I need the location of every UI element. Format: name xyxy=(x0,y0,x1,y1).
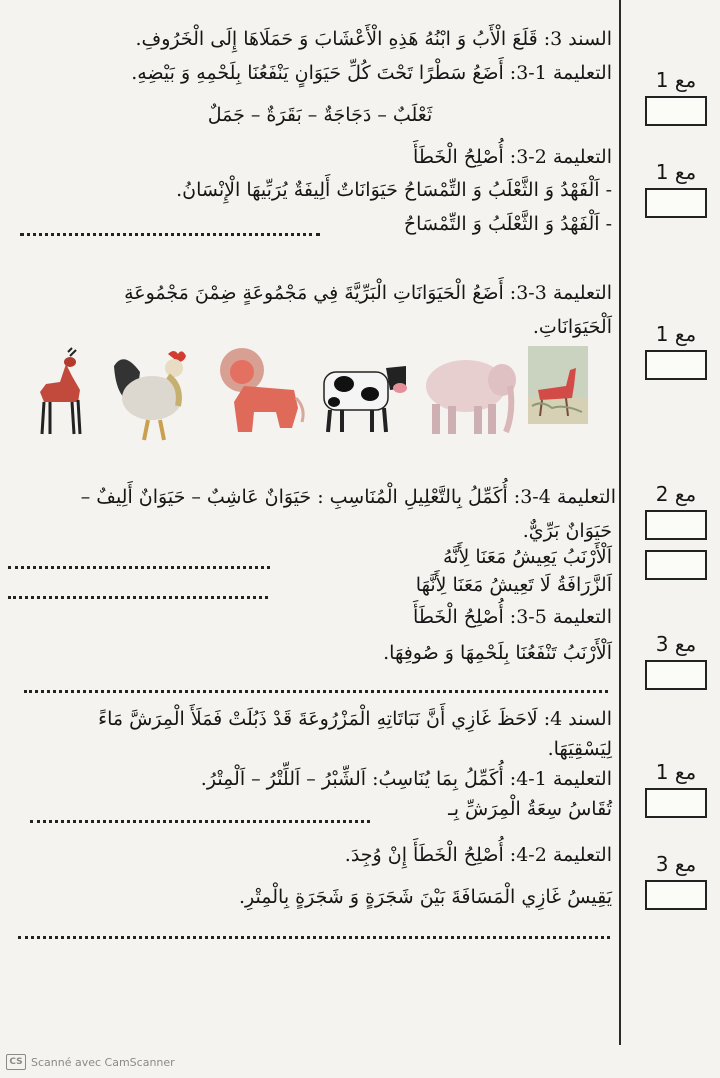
instruction-3-4-cont: حَيَوَانٌ بَرِّيٌّ. xyxy=(522,520,612,542)
margin-divider xyxy=(619,0,621,1045)
instruction-4-2: التعليمة 2-4: أُصْلِحُ الْخَطَأَ إِنْ وُجِدَ. xyxy=(344,844,612,866)
instruction-4-1: التعليمة 1-4: أُكَمِّلُ بِمَا يُنَاسِبُ: اَلشِّبْرُ – اَللِّتْرُ – اَلْمِتْرُ. xyxy=(200,768,612,790)
criterion-box xyxy=(645,632,707,690)
instruction-3-4: التعليمة 4-3: أُكَمِّلُ بِالتَّعْلِيلِ الْمُنَاسِبِ : حَيَوَانٌ عَاشِبٌ – حَيَوَانٌ أَلِيفٌ – xyxy=(80,486,616,508)
score-box[interactable] xyxy=(645,788,707,818)
criterion-box xyxy=(645,760,707,818)
criterion-label: مع 1 xyxy=(655,160,697,184)
animal-images-row xyxy=(28,346,588,446)
instruction-3-3-cont: اَلْحَيَوَانَاتِ. xyxy=(532,316,612,338)
criterion-box xyxy=(645,852,707,910)
criterion-box xyxy=(645,68,707,126)
criterion-label: مع 1 xyxy=(655,68,697,92)
scanner-watermark xyxy=(6,1054,175,1070)
score-box[interactable] xyxy=(645,96,707,126)
giraffe-sentence: اَلزَّرَافَةُ لَا تَعِيشُ مَعَنَا لِأَنَّهَا xyxy=(415,574,612,596)
support-3-text: السند 3: قَلَعَ الْأَبُ وَ ابْنُهُ هَذِهِ الْأَعْشَابَ وَ حَمَلَاهَا إِلَى الْخَرُوفِ. xyxy=(135,28,612,50)
criterion-label: مع 1 xyxy=(655,760,697,784)
instruction-3-2: التعليمة 2-3: أُصْلِحُ الْخَطَأَ xyxy=(413,146,612,168)
criterion-box xyxy=(645,482,707,580)
score-box[interactable] xyxy=(645,510,707,540)
criterion-label: مع 1 xyxy=(655,322,697,346)
answer-line[interactable] xyxy=(24,690,608,693)
instruction-3-1: التعليمة 1-3: أَضَعُ سَطْرًا تَحْتَ كُلِّ حَيَوَانٍ يَنْفَعُنَا بِلَحْمِهِ وَ بَيْضِهِ. xyxy=(131,62,612,84)
gazelle-icon xyxy=(32,346,92,438)
score-box[interactable] xyxy=(645,550,707,580)
correction-prompt: - اَلْفَهْدُ وَ الثَّعْلَبُ وَ التِّمْسَاحُ xyxy=(403,213,612,235)
criterion-label: مع 2 xyxy=(655,482,697,506)
answer-line[interactable] xyxy=(30,820,370,823)
score-box[interactable] xyxy=(645,350,707,380)
animal-word-list: ثَعْلَبٌ – دَجَاجَةٌ – بَقَرَةٌ – جَمَلٌ xyxy=(207,104,433,126)
giraffe-icon xyxy=(528,346,588,424)
support-4-cont: لِيَسْقِيَهَا. xyxy=(547,738,612,760)
instruction-3-5: التعليمة 5-3: أُصْلِحُ الْخَطَأَ xyxy=(413,606,612,628)
answer-line[interactable] xyxy=(18,936,610,939)
score-box[interactable] xyxy=(645,660,707,690)
rooster-icon xyxy=(108,346,198,444)
wrong-sentence: - اَلْفَهْدُ وَ الثَّعْلَبُ وَ التِّمْسَاحُ حَيَوَانَاتٌ أَلِيفَةٌ يُرَبِّيهَا الْإِنْسَانُ. xyxy=(176,179,612,201)
rabbit-sentence: اَلْأَرْنَبُ يَعِيشُ مَعَنَا لِأَنَّهُ xyxy=(443,546,612,568)
criterion-label: مع 3 xyxy=(655,852,697,876)
answer-line[interactable] xyxy=(20,233,320,236)
sprinkler-sentence: تُقَاسُ سِعَةُ الْمِرَشِّ بِـ xyxy=(448,798,612,820)
elephant-icon xyxy=(420,346,516,438)
score-box[interactable] xyxy=(645,880,707,910)
support-4-text: السند 4: لَاحَظَ غَازِي أَنَّ نَبَاتَاتِهِ الْمَزْرُوعَةَ قَدْ ذَبُلَتْ فَمَلَأَ الْمِرَشَّ مَاءً xyxy=(98,708,612,730)
criterion-box xyxy=(645,322,707,380)
camscanner-icon: CS xyxy=(6,1054,26,1070)
criterion-box xyxy=(645,160,707,218)
scanner-watermark-text: Scanné avec CamScanner xyxy=(31,1055,175,1069)
answer-line[interactable] xyxy=(8,566,270,569)
cow-icon xyxy=(314,346,412,436)
distance-sentence: يَقِيسُ غَازِي الْمَسَافَةَ بَيْنَ شَجَرَةٍ وَ شَجَرَةٍ بِالْمِتْرِ. xyxy=(239,886,612,908)
rabbit-wrong-sentence: اَلْأَرْنَبُ تَنْفَعُنَا بِلَحْمِهَا وَ صُوفِهَا. xyxy=(383,642,612,664)
instruction-3-3: التعليمة 3-3: أَضَعُ الْحَيَوَانَاتِ الْبَرِّيَّةَ فِي مَجْمُوعَةٍ ضِمْنَ مَجْمُوعَةِ xyxy=(124,282,612,304)
score-box[interactable] xyxy=(645,188,707,218)
answer-line[interactable] xyxy=(8,596,268,599)
lion-icon xyxy=(214,346,306,444)
criterion-label: مع 3 xyxy=(655,632,697,656)
